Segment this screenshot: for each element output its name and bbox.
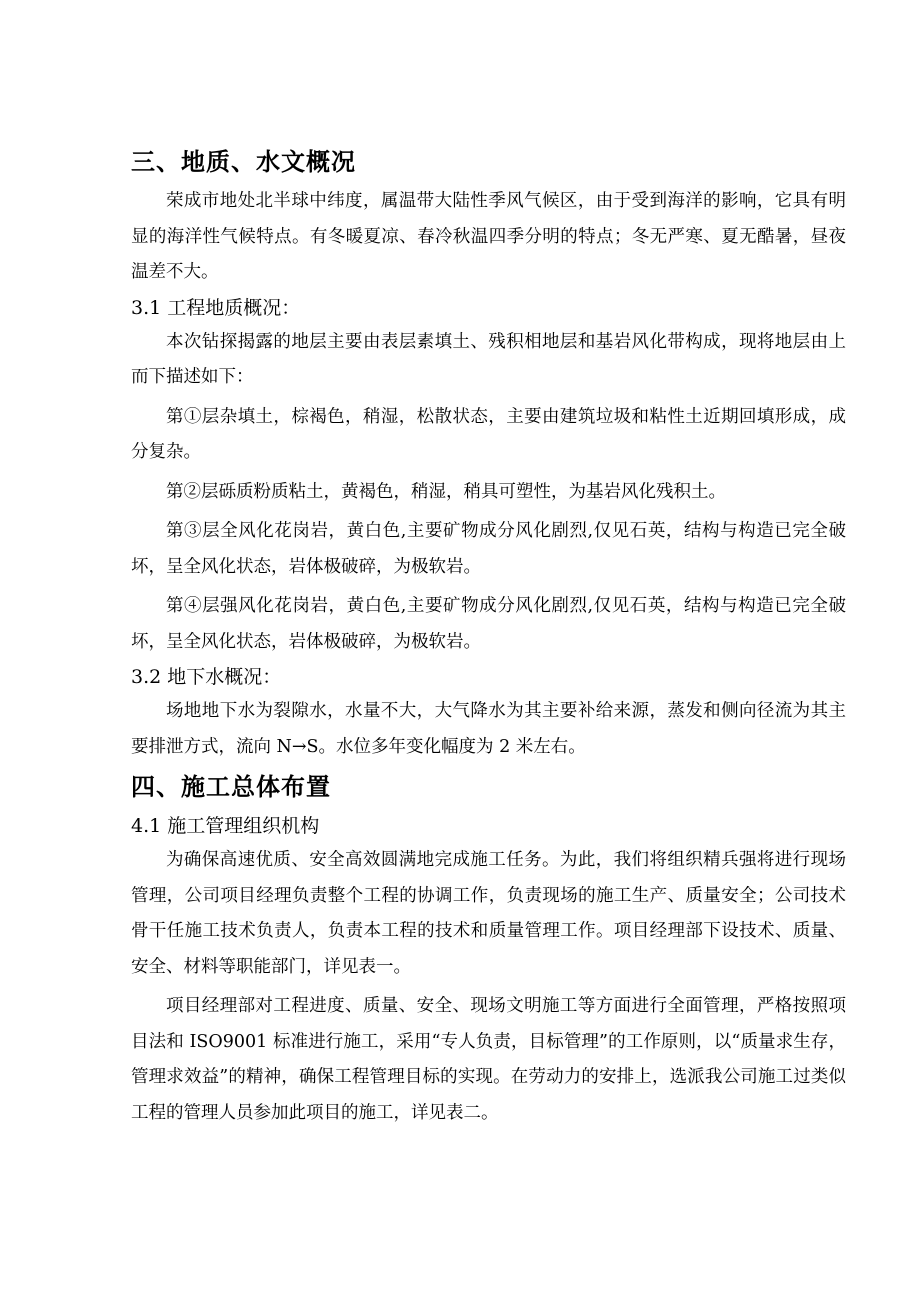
subsection-3-2-paragraph: 场地地下水为裂隙水，水量不大，大气降水为其主要补给来源，蒸发和侧向径流为其主要排泄方式，流向 N→S。水位多年变化幅度为 2 米左右。 [131,701,846,757]
layer-2-description: 第②层砾质粉质粘土，黄褐色，稍湿，稍具可塑性，为基岩风化残积土。 [166,481,726,502]
subsection-4-1-paragraph-2: 项目经理部对工程进度、质量、安全、现场文明施工等方面进行全面管理，严格按照项目法和 ISO9001 标准进行施工，采用“专人负责，目标管理”的工作原则，以“质量求生存，管理求效益”的精神，确保工程管理目标的实现。在劳动力的安排上，选派我公司施工过类似工程的管理人员参加此项目的施工，详见表二。 [131,996,846,1123]
subsection-3-1-paragraph: 本次钻探揭露的地层主要由表层素填土、残积相地层和基岩风化带构成，现将地层由上而下描述如下： [131,331,846,387]
subsection-4-1-paragraph-1: 为确保高速优质、安全高效圆满地完成施工任务。为此，我们将组织精兵强将进行现场管理，公司项目经理负责整个工程的协调工作，负责现场的施工生产、质量安全；公司技术骨干任施工技术负责人，负责本工程的技术和质量管理工作。项目经理部下设技术、质量、安全、材料等职能部门，详见表一。 [131,850,846,977]
layer-3-description: 第③层全风化花岗岩，黄白色,主要矿物成分风化剧烈,仅见石英，结构与构造已完全破坏，呈全风化状态，岩体极破碎，为极软岩。 [131,521,846,577]
layer-4-description: 第④层强风化花岗岩，黄白色,主要矿物成分风化剧烈,仅见石英，结构与构造已完全破坏，呈全风化状态，岩体极破碎，为极软岩。 [131,596,846,652]
subsection-3-1-heading: 3.1 工程地质概况： [131,296,301,319]
subsection-4-1-heading: 4.1 施工管理组织机构 [131,815,320,837]
subsection-3-2-heading: 3.2 地下水概况： [131,666,282,688]
document-body [131,140,846,1131]
layer-1-description: 第①层杂填土，棕褐色，稍湿，松散状态，主要由建筑垃圾和粘性土近期回填形成，成分复杂。 [131,406,846,462]
section-3-intro: 荣成市地处北半球中纬度，属温带大陆性季风气候区，由于受到海洋的影响，它具有明显的海洋性气候特点。有冬暖夏凉、春冷秋温四季分明的特点；冬无严寒、夏无酷暑，昼夜温差不大。 [131,191,846,282]
section-4-heading: 四、施工总体布置 [131,773,331,801]
section-3-heading: 三、地质、水文概况 [131,148,356,176]
